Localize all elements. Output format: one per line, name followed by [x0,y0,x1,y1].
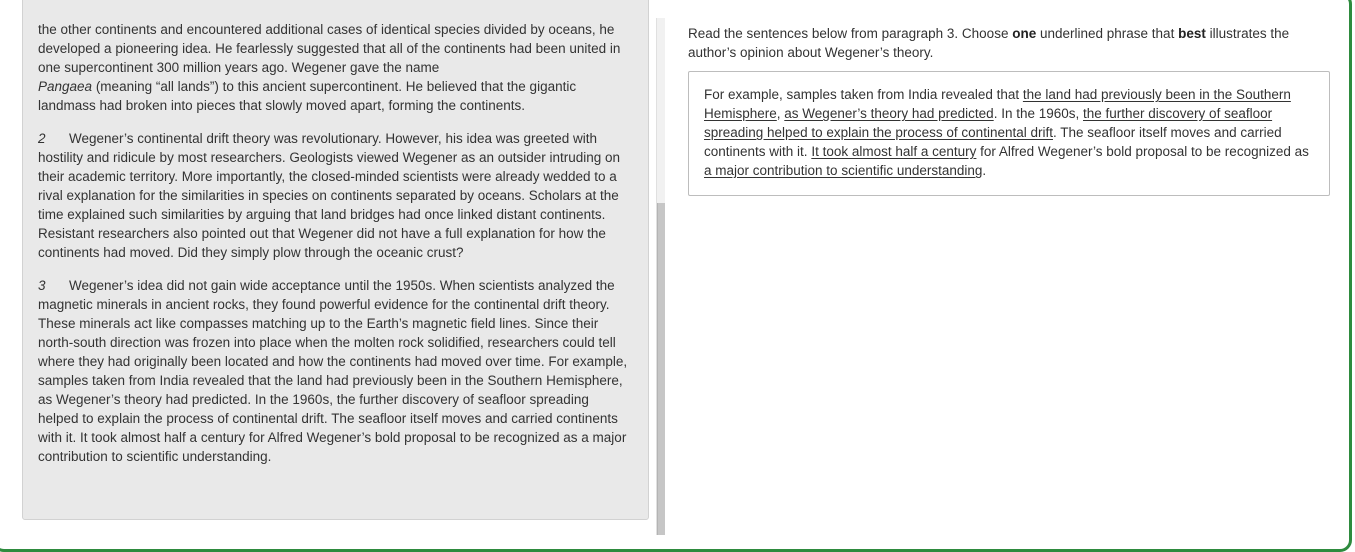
choice-phrase-2[interactable]: as Wegener’s theory had predicted [784,106,994,121]
paragraph-2 [38,129,633,262]
excerpt-text: . The seafloor itself moves and carried continents with it. [704,125,1282,159]
scrollbar-thumb[interactable] [657,203,665,535]
prompt-text: illustrates the author’s opinion about Wegener’s theory. [688,26,1290,60]
paragraph-2-text: Wegener’s continental drift theory was revolutionary. However, his idea was greeted with hostility and ridicule by most researchers. Geologists viewed Wegener as an outsider intruding on their academic territory. More importantly, the closed-minded scientists were already wedded to a rival explanation for the similarities in species on continents separated by oceans. Scholars at the time explained such similarities by arguing that land bridges had once linked distant continents. Resistant researchers also pointed out that Wegener did not have a full explanation for how the continents had moved. Did they simply plow through the oceanic crust? [38,131,621,260]
excerpt-text: , [776,106,785,121]
question-prompt [688,24,1333,62]
passage-scrollbar[interactable] [656,18,665,535]
excerpt-text: . [982,163,987,178]
passage-scroll-area[interactable] [0,0,656,535]
paragraph-3 [38,276,633,466]
paragraph-number: 2 [38,131,46,146]
choice-phrase-1[interactable]: the land had previously been in the Southern Hemisphere [704,87,1291,121]
question-panel [688,24,1333,196]
prompt-text: Read the sentences below from paragraph 3. Choose [688,26,1013,41]
paragraph-3-text: Wegener’s idea did not gain wide acceptance until the 1950s. When scientists analyzed the magnetic minerals in ancient rocks, they found powerful evidence for the continental drift theory. These minerals act like compasses matching up to the Earth’s magnetic field lines. Since their north-south direction was frozen into place when the molten rock solidified, researchers could tell where they had originally been located and how the continents had moved over time. For example, samples taken from India revealed that the land had previously been in the Southern Hemisphere, as Wegener’s theory had predicted. In the 1960s, the further discovery of seafloor spreading helped to explain the process of continental drift. The seafloor itself moves and carried continents with it. It took almost half a century for Alfred Wegener’s bold proposal to be recognized as a major contribution to scientific understanding. [38,278,628,464]
prompt-emphasis-best: best [1178,26,1206,41]
choice-phrase-5[interactable]: a major contribution to scientific understanding [704,163,983,178]
prompt-text: underlined phrase that [1036,26,1179,41]
paragraph-1-text-b: (meaning “all lands”) to this ancient supercontinent. He believed that the gigantic landmass had broken into pieces that slowly moved apart, forming the continents. [38,79,577,113]
pangaea-term: Pangaea [38,79,93,94]
paragraph-number: 3 [38,278,46,293]
excerpt-text: For example, samples taken from India revealed that [704,87,1023,102]
choice-phrase-4[interactable]: It took almost half a century [811,144,977,159]
excerpt-text: for Alfred Wegener’s bold proposal to be recognized as [976,144,1309,159]
passage-panel [22,0,649,520]
excerpt-box [688,71,1330,196]
choice-phrase-3[interactable]: the further discovery of seafloor spreading helped to explain the process of continental drift [704,106,1273,140]
paragraph-1-text-a: the other continents and encountered additional cases of identical species divided by oceans, he developed a pioneering idea. He fearlessly suggested that all of the continents had been united in one supercontinent 300 million years ago. Wegener gave the name [38,22,621,75]
prompt-emphasis-one: one [1012,26,1037,41]
excerpt-text: . In the 1960s, [993,106,1083,121]
paragraph-1-tail [38,20,633,115]
